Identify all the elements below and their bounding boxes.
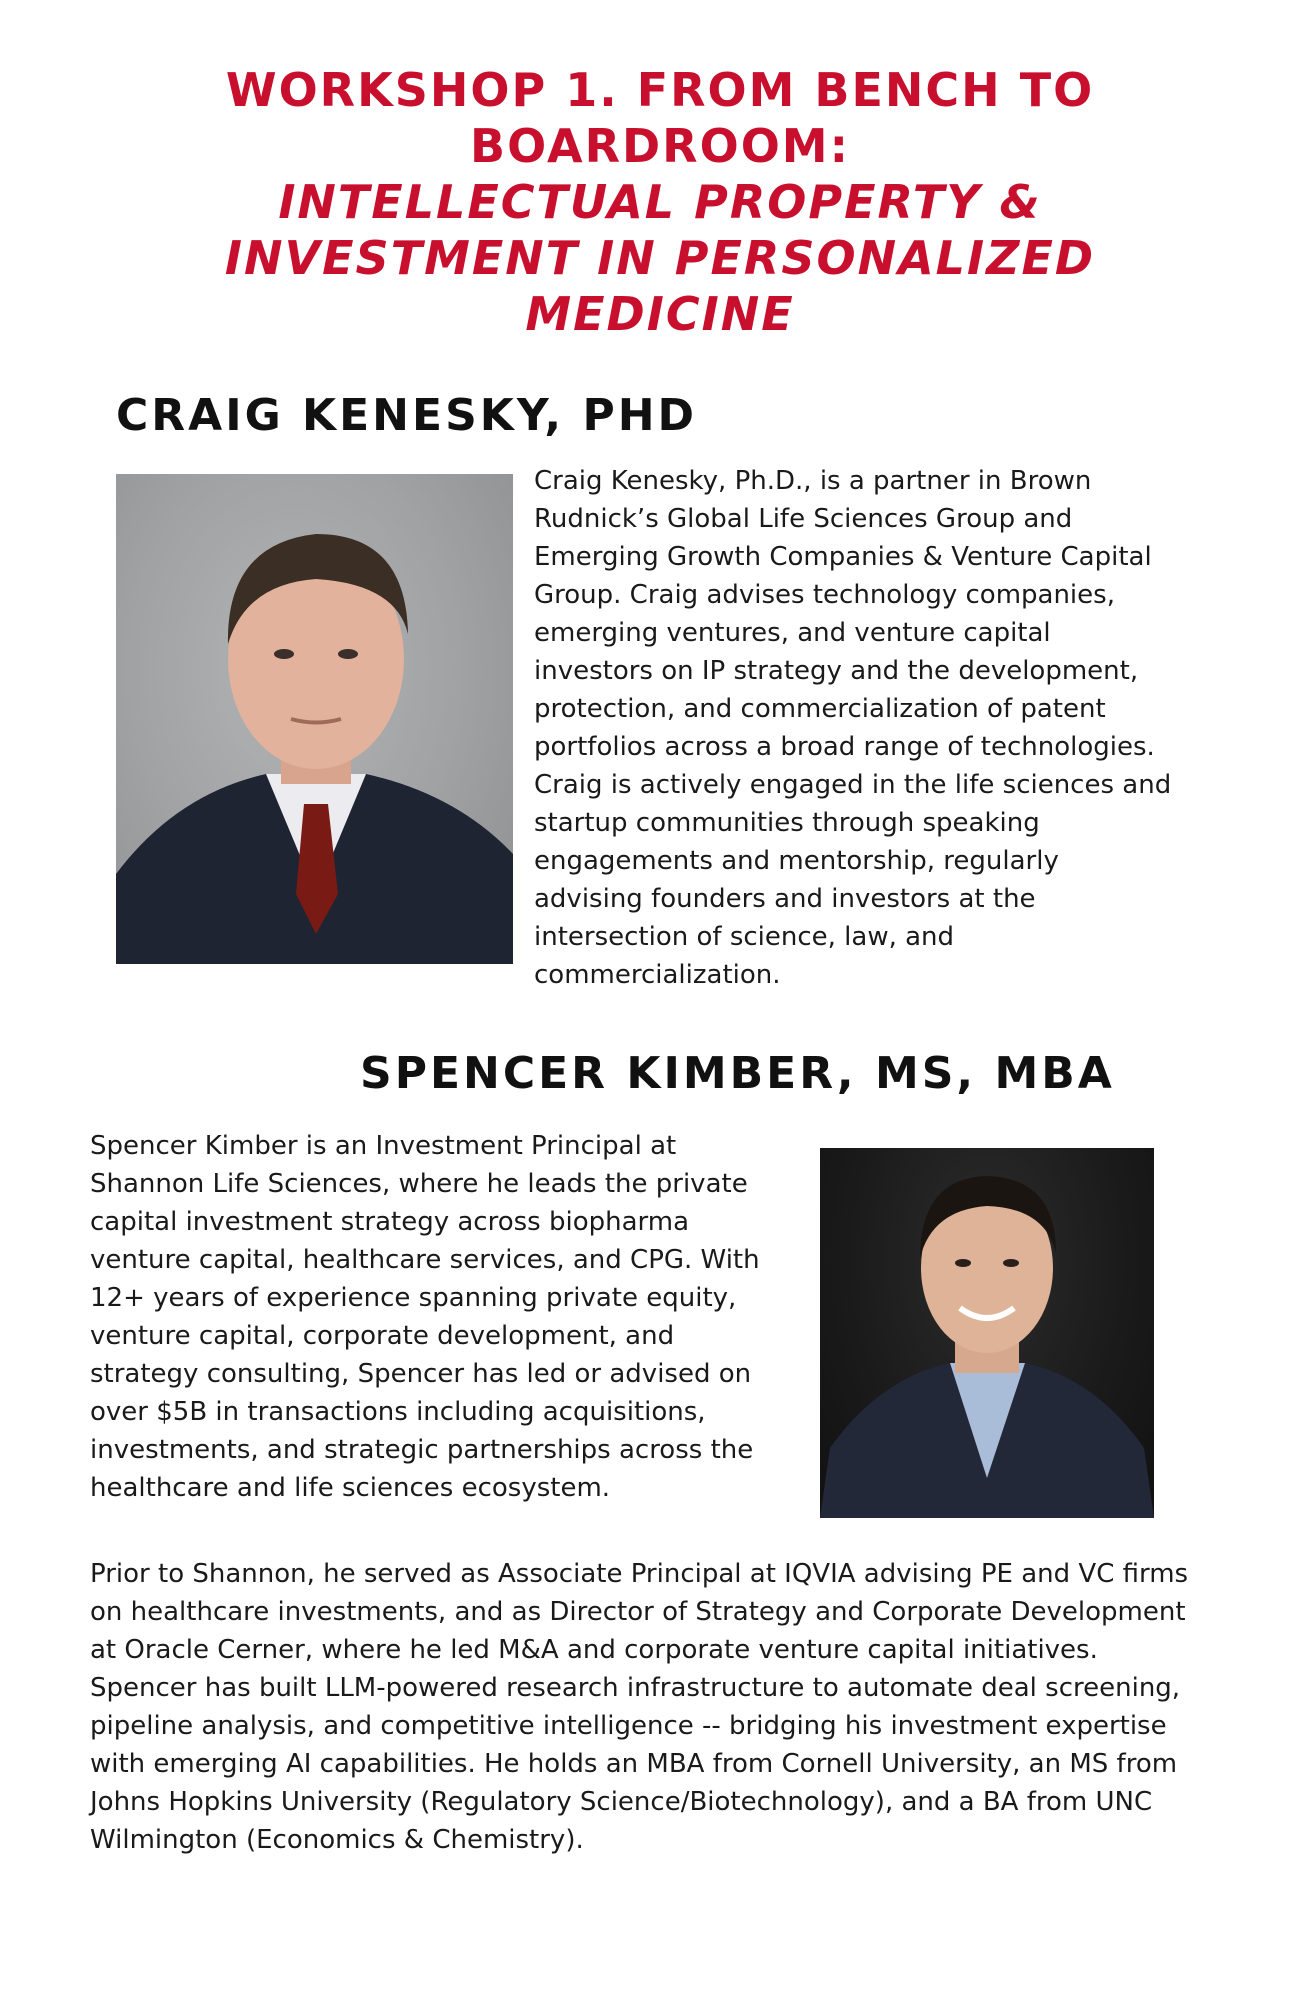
workshop-title-line1: WORKSHOP 1. FROM BENCH TO BOARDROOM: (225, 63, 1095, 173)
speaker-photo-spencer (820, 1148, 1154, 1518)
speaker-name-spencer: SPENCER KIMBER, MS, MBA (360, 1048, 1115, 1099)
speaker-bio-craig: Craig Kenesky, Ph.D., is a partner in Brown Rudnick’s Global Life Sciences Group and Emerging Growth Companies & Venture Capital Group. Craig advises technology companies, emerging ventures, and venture capital investors on IP strategy and the development, protection, and commercialization of patent portfolios across a broad range of technologies. Craig is actively engaged in the life sciences and startup communities through speaking engagements and mentorship, regularly advising founders and investors at the intersection of science, law, and commercialization. (534, 466, 1172, 990)
workshop-subtitle: INTELLECTUAL PROPERTY & INVESTMENT IN PERSONALIZED MEDICINE (224, 175, 1096, 341)
speaker-bio-spencer-continued: Prior to Shannon, he served as Associate Principal at IQVIA advising PE and VC firms on healthcare investments, and as Director of Strategy and Corporate Development at Oracle Cerner, where he led M&A and corporate venture capital initiatives. Spencer has built LLM-powered research infrastructure to automate deal screening, pipeline analysis, and competitive intelligence -- bridging his investment expertise with emerging AI capabilities. He holds an MBA from Cornell University, an MS from Johns Hopkins University (Regulatory Science/Biotechnology), and a BA from UNC Wilmington (Economics & Chemistry). (90, 1559, 1189, 1855)
speaker-photo-craig (116, 474, 513, 964)
speaker-bio-spencer: Spencer Kimber is an Investment Principal at Shannon Life Sciences, where he leads the private capital investment strategy across biopharma venture capital, healthcare services, and CPG. With 12+ years of experience spanning private equity, venture capital, corporate development, and strategy consulting, Spencer has led or advised on over $5B in transactions including acquisitions, investments, and strategic partnerships across the healthcare and life sciences ecosystem. (90, 1131, 760, 1503)
workshop-title (120, 62, 1200, 342)
speaker-name-craig: CRAIG KENESKY, PHD (116, 390, 698, 441)
